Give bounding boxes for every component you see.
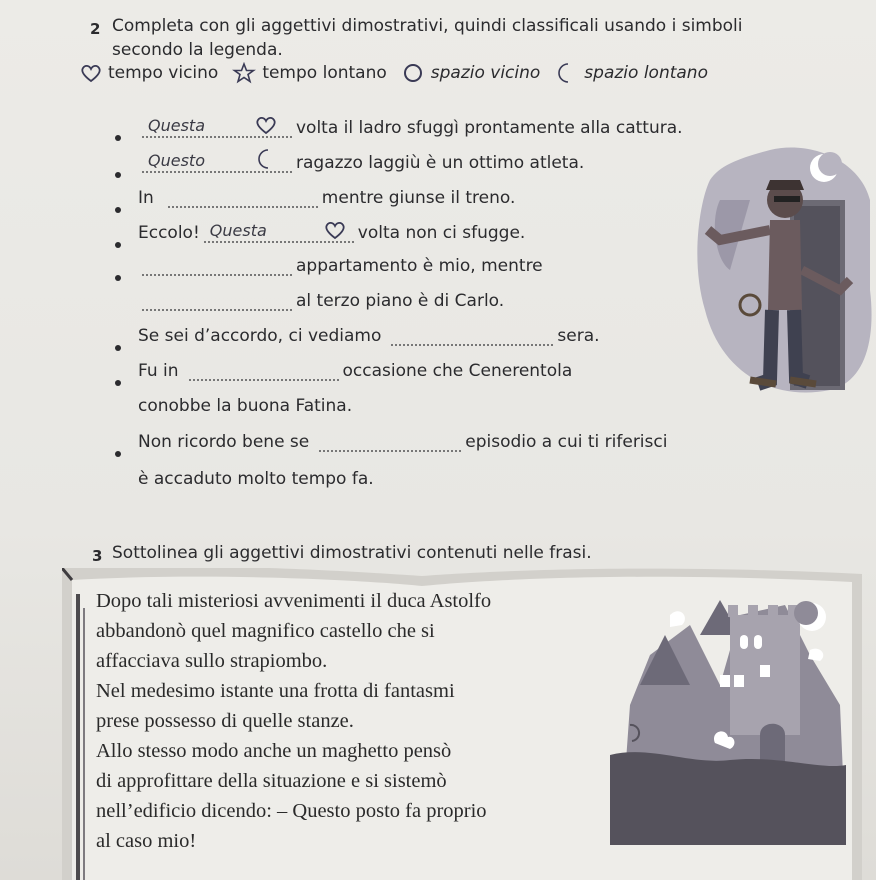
circle-icon (401, 62, 425, 84)
legend-item (232, 62, 386, 84)
heart-icon (80, 63, 102, 83)
sentence-text: sera. (557, 326, 600, 346)
heart-icon (254, 115, 278, 135)
sentence-1 (138, 116, 683, 138)
exercise-instruction (112, 14, 852, 62)
legend-item (80, 63, 218, 83)
bullet (115, 451, 121, 457)
sentence-text: Se sei d’accordo, ci vediamo (138, 326, 382, 346)
sentence-8-continued (138, 396, 352, 416)
bullet (115, 207, 121, 213)
sentence-text: al terzo piano è di Carlo. (296, 291, 505, 311)
sentence-text: mentre giunse il treno. (321, 188, 516, 208)
thief-illustration (690, 140, 876, 402)
handwritten-answer: Questa (209, 221, 267, 240)
answer-blank[interactable] (319, 430, 461, 452)
bullet (115, 242, 121, 248)
sentence-6 (138, 289, 504, 311)
sentence-7 (138, 324, 600, 346)
exercise-instruction: Sottolinea gli aggettivi dimostrativi contenuti nelle frasi. (112, 543, 592, 563)
answer-blank[interactable] (391, 324, 553, 346)
legend-label: spazio lontano (584, 63, 708, 83)
sentence-9 (138, 430, 667, 452)
sentence-2 (138, 151, 584, 173)
star-icon (232, 62, 256, 84)
story-line: Nel medesimo istante una frotta di fantasmi (96, 680, 455, 702)
sentence-text: occasione che Cenerentola (342, 361, 573, 381)
sentence-text: ragazzo laggiù è un ottimo atleta. (296, 153, 585, 173)
sentence-4 (138, 221, 525, 243)
sentence-5 (138, 254, 543, 276)
instruction-line-2: secondo la legenda. (112, 40, 283, 60)
story-line: al caso mio! (96, 830, 197, 852)
sentence-text: volta il ladro sfuggì prontamente alla cattura. (296, 118, 683, 138)
answer-blank[interactable] (204, 221, 354, 243)
bullet (115, 380, 121, 386)
symbol-legend (80, 62, 722, 84)
story-line: nell’edificio dicendo: – Questo posto fa proprio (96, 800, 487, 822)
bullet (115, 275, 121, 281)
bullet (115, 172, 121, 178)
legend-label: tempo lontano (262, 63, 387, 83)
sentence-text: è accaduto molto tempo fa. (138, 469, 374, 489)
bullet (115, 135, 121, 141)
moon-icon (254, 148, 278, 170)
answer-blank[interactable] (142, 289, 292, 311)
answer-blank[interactable] (189, 359, 339, 381)
sentence-text: In (138, 188, 154, 208)
sentence-9-continued (138, 469, 374, 489)
exercise-number: 3 (92, 547, 103, 565)
story-line: prese possesso di quelle stanze. (96, 710, 354, 732)
answer-blank[interactable] (142, 151, 292, 173)
heart-icon (324, 220, 346, 240)
handwritten-answer: Questo (148, 151, 205, 170)
sentence-text: conobbe la buona Fatina. (138, 396, 353, 416)
exercise-number: 2 (90, 20, 101, 38)
answer-blank[interactable] (142, 254, 292, 276)
story-line: Allo stesso modo anche un maghetto pensò (96, 740, 452, 762)
story-line: di approfittare della situazione e si sistemò (96, 770, 447, 792)
story-line: abbandonò quel magnifico castello che si (96, 620, 435, 642)
sentence-text: volta non ci sfugge. (357, 223, 526, 243)
sentence-3 (138, 186, 515, 208)
story-line: Dopo tali misteriosi avvenimenti il duca Astolfo (96, 590, 492, 612)
sentence-text: Eccolo! (138, 223, 200, 243)
story-text (96, 586, 596, 856)
answer-blank[interactable] (142, 116, 292, 138)
legend-item (554, 62, 708, 84)
instruction-line-1: Completa con gli aggettivi dimostrativi, quindi classificali usando i simboli (112, 16, 743, 36)
handwritten-answer: Questa (148, 116, 205, 135)
sentence-text: Fu in (138, 361, 179, 381)
legend-item (401, 62, 541, 84)
sentence-text: appartamento è mio, mentre (296, 256, 543, 276)
story-line: affacciava sullo strapiombo. (96, 650, 328, 672)
answer-blank[interactable] (168, 186, 318, 208)
moon-icon (554, 62, 578, 84)
legend-label: spazio vicino (430, 63, 541, 83)
sentence-text: episodio a cui ti riferisci (465, 432, 668, 452)
sentence-text: Non ricordo bene se (138, 432, 310, 452)
legend-label: tempo vicino (108, 63, 219, 83)
castle-illustration (610, 595, 846, 845)
sentence-8 (138, 359, 572, 381)
bullet (115, 345, 121, 351)
